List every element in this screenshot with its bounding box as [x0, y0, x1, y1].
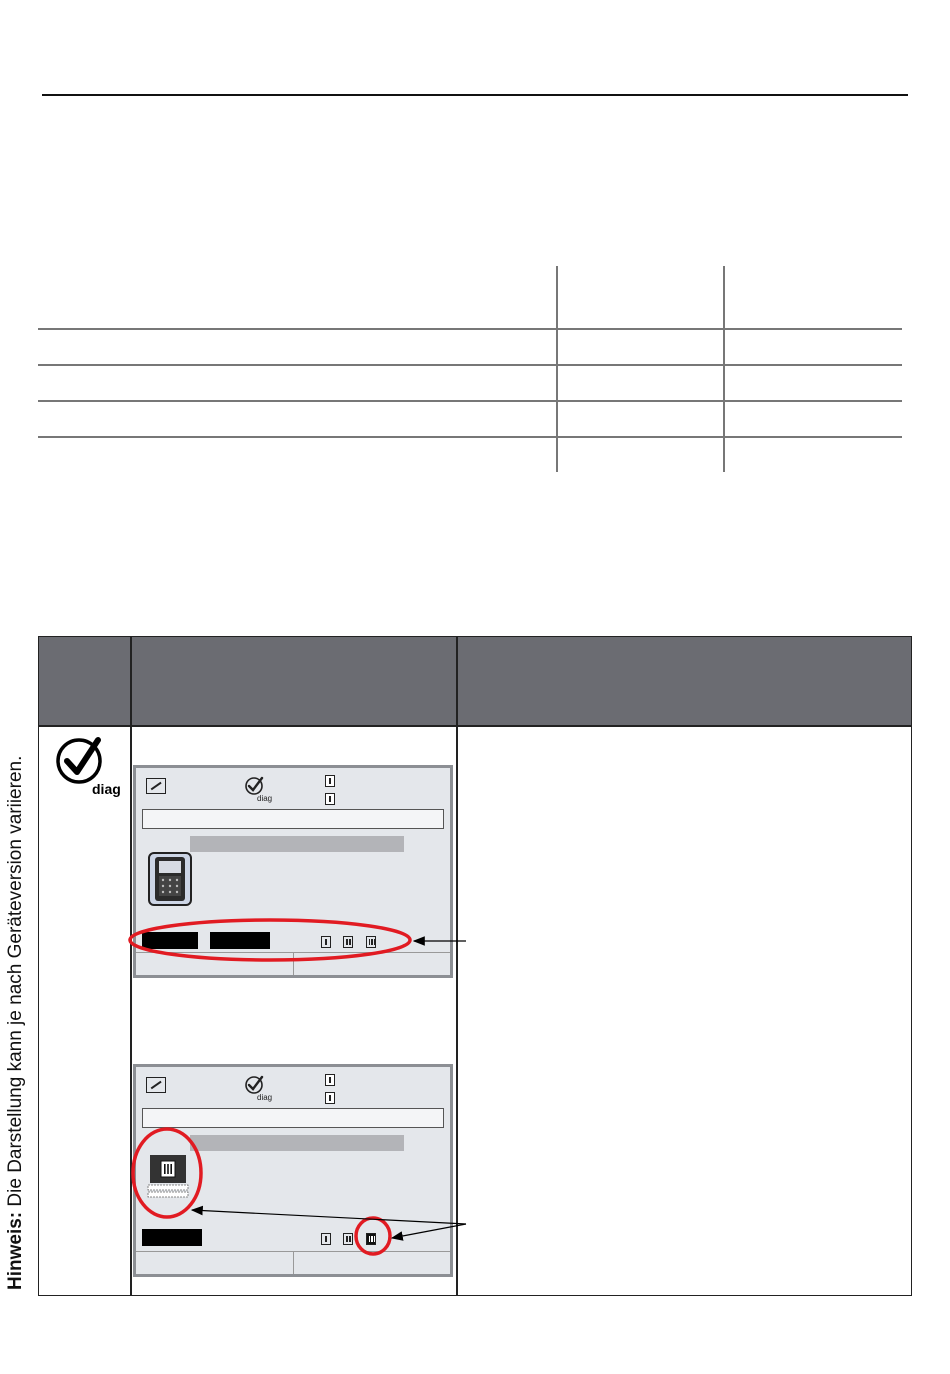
- side-note: [5, 756, 27, 1290]
- highlight-circle-module-indicator: [356, 1218, 390, 1254]
- highlight-ellipse-status-row: [130, 920, 410, 960]
- highlight-ellipse-module-icon: [133, 1129, 201, 1217]
- svg-text:diag: diag: [257, 794, 273, 803]
- side-note-text: Die Darstellung kann je nach Geräteversion variieren.: [5, 755, 26, 1212]
- callout-arrow: [392, 1224, 466, 1238]
- side-note-label: Hinweis:: [5, 1211, 26, 1290]
- svg-text:diag: diag: [92, 781, 121, 797]
- callout-arrow: [192, 1210, 466, 1224]
- svg-text:diag: diag: [257, 1093, 273, 1102]
